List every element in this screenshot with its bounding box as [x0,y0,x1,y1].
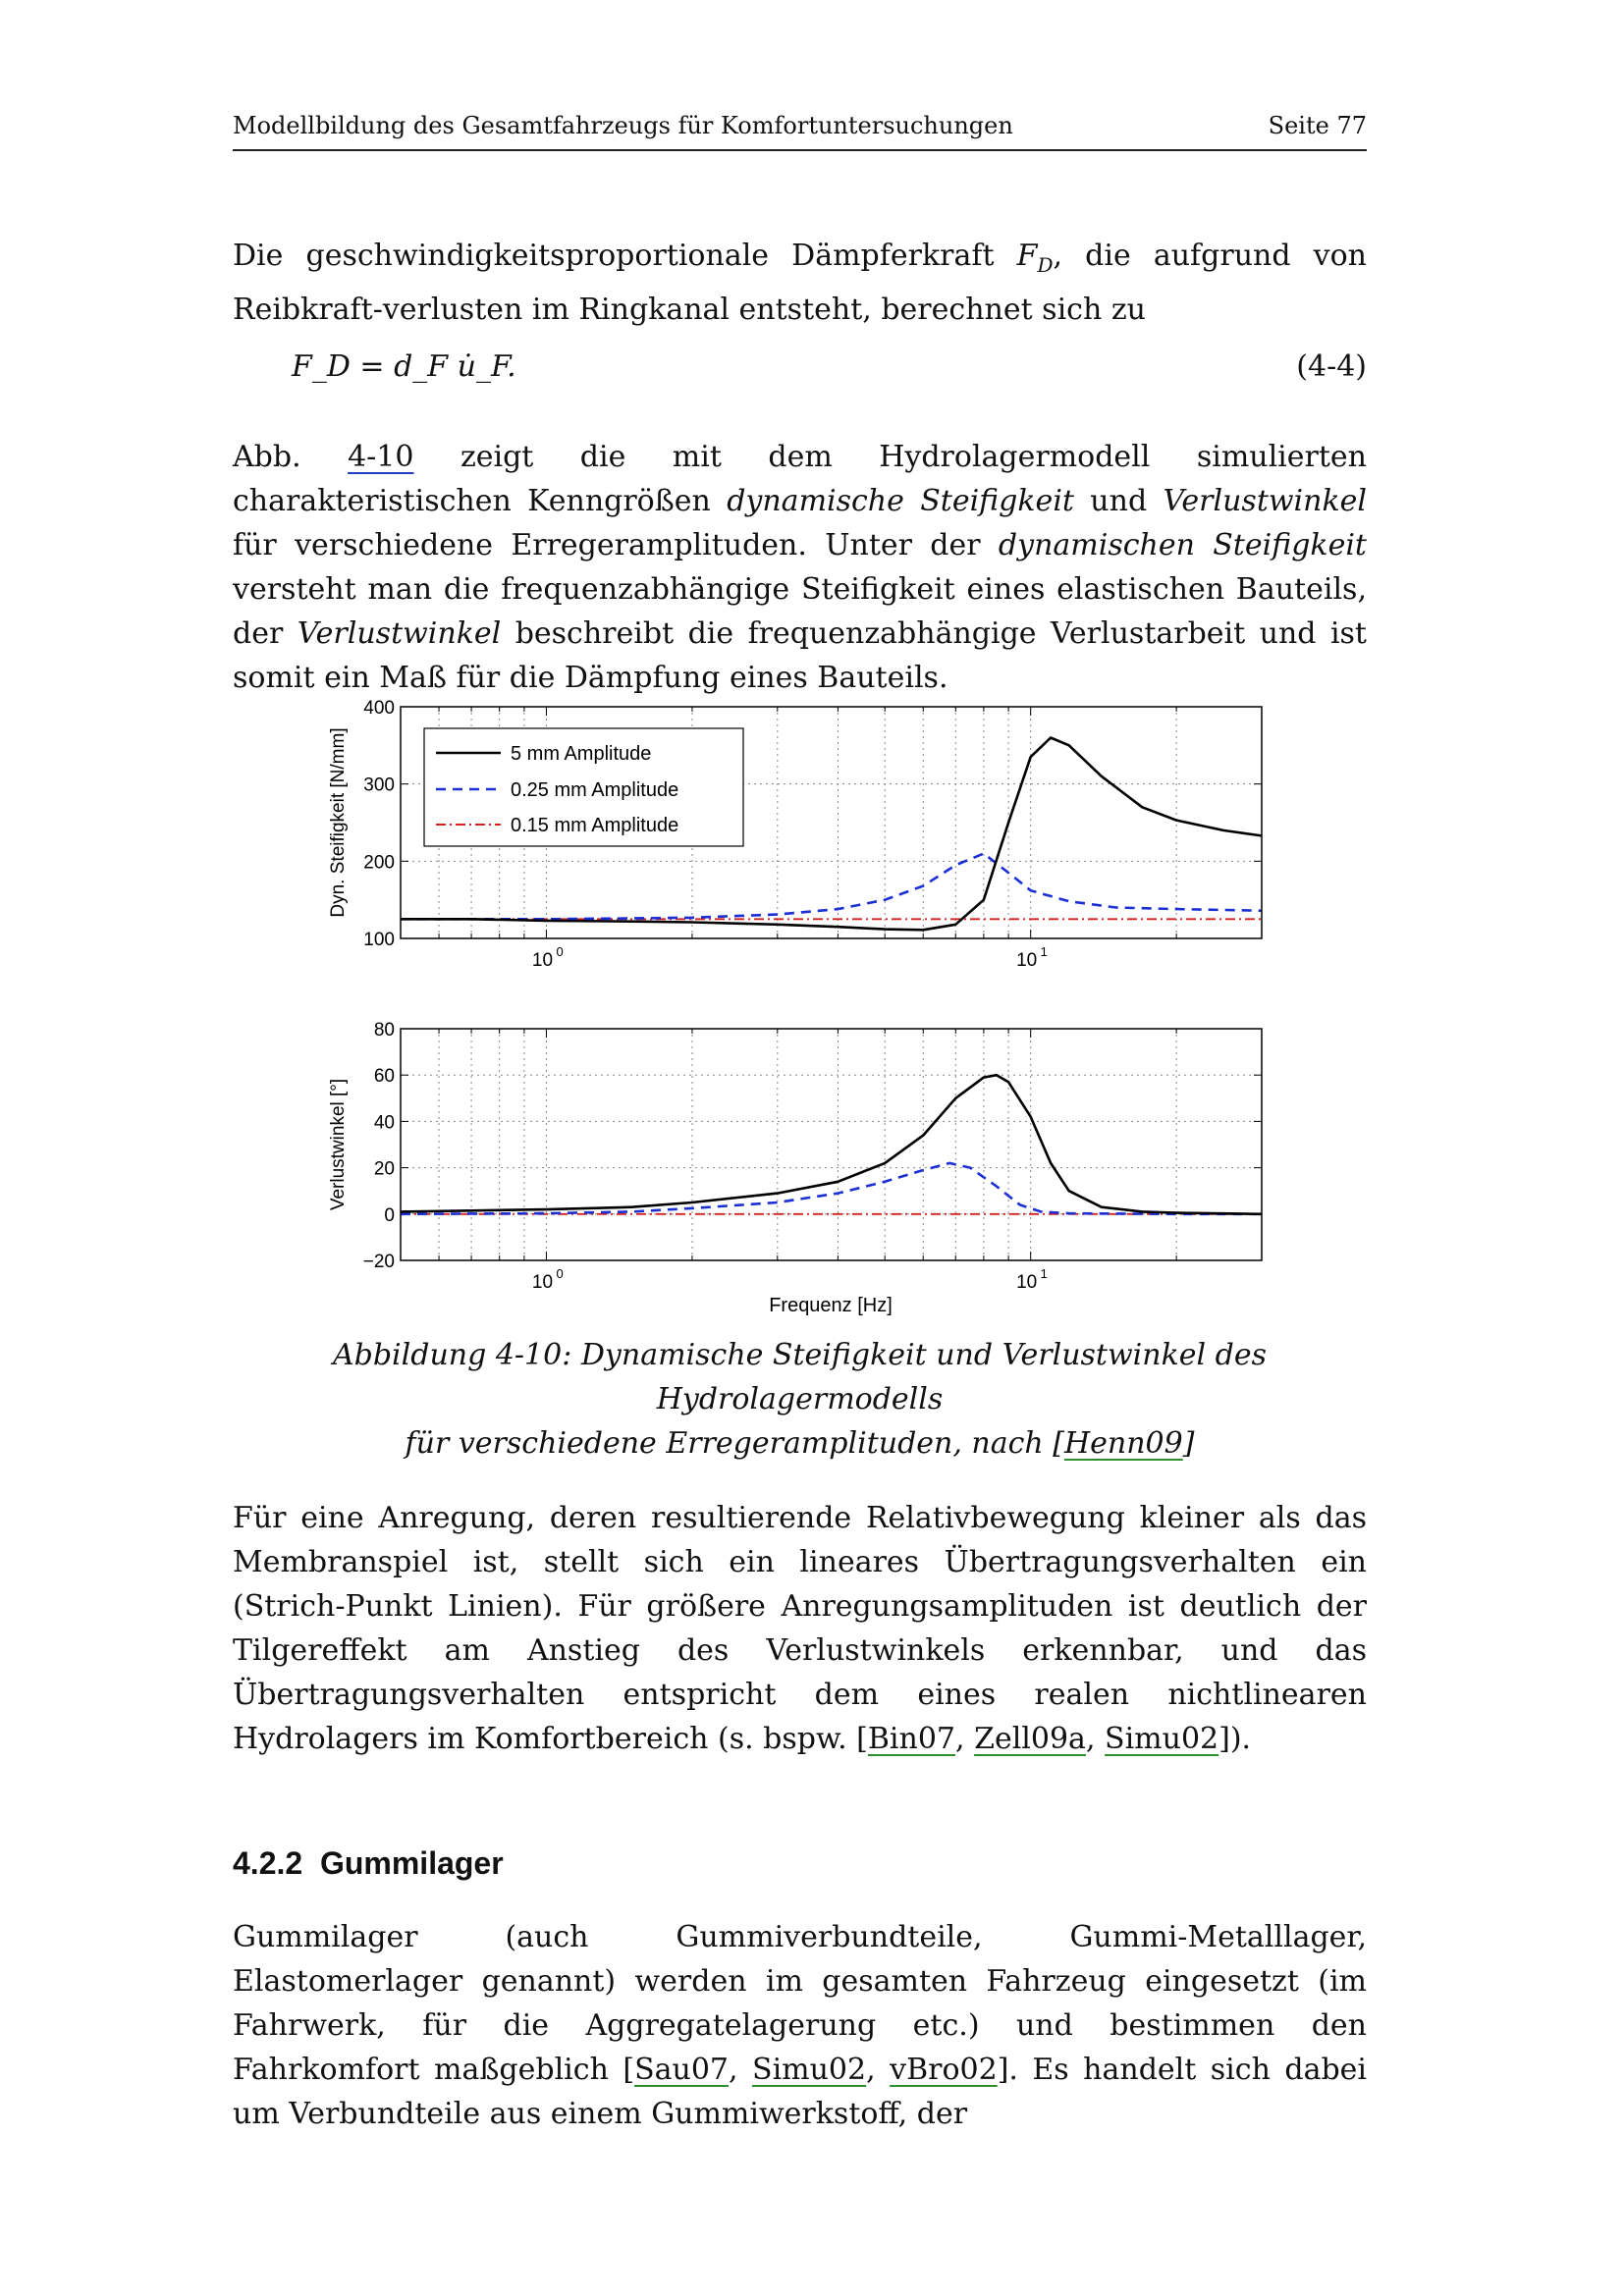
legend [424,728,743,846]
text-run: , die aufgrund von Reibkraft-verlusten im Ringkanal entsteht, berechnet sich zu [233,239,1367,327]
equation: F_D = d_F u̇_F. [292,349,516,384]
running-header [233,112,1367,151]
loss-angle-ytick-label: 20 [373,1158,395,1180]
text-run: versteht man die frequenzabhängige Steifigkeit eines elastischen Bauteils, der [233,572,1367,651]
caption-line-1: Abbildung 4-10: Dynamische Steifigkeit und Verlustwinkel des Hydrolagermodells [332,1338,1267,1416]
text-run: für verschiedene Erregeramplituden, nach [ [405,1426,1064,1461]
legend-label-015mm: 0.15 mm Amplitude [511,815,679,836]
symbol-subscript: D [1037,253,1054,277]
paragraph-linear-behavior [233,1496,1367,1761]
symbol-F: F [1016,239,1038,273]
loss-angle-ytick-label: −20 [362,1252,395,1272]
section-title: Gummilager [319,1845,504,1881]
stiffness-xtick-exponent: 1 [1040,944,1048,959]
loss-angle-xtick-exponent: 0 [556,1266,564,1281]
loss-angle-series [401,1075,1262,1214]
text-run: ]). [1218,1722,1252,1756]
text-run: , [729,2053,753,2087]
citation-link[interactable]: Simu02 [752,2053,867,2087]
italic-term: Verlustwinkel [297,616,502,651]
loss-angle-ylabel: Verlustwinkel [°] [328,1078,349,1211]
italic-term: dynamischen Steifigkeit [998,528,1367,562]
citation-link[interactable]: vBro02 [890,2053,998,2087]
loss-angle-axes-frame [401,1029,1262,1260]
loss-angle-ytick-label: 0 [384,1204,395,1226]
text-run: zeigt die mit dem Hydrolagermodell simulierten charakteristischen Kenngrößen [233,440,1368,518]
text-run: und [1073,484,1164,518]
text-run: für verschiedene Erregeramplituden. Unter der [233,528,999,562]
text-run: ] [1182,1426,1195,1461]
text-run: , [955,1722,975,1756]
citation-link[interactable]: Henn09 [1064,1426,1183,1461]
stiffness-ytick-label: 400 [363,698,395,719]
citation-link[interactable]: Simu02 [1105,1722,1219,1756]
stiffness-xtick-label: 10 [1016,950,1038,971]
stiffness-yticks [363,698,395,950]
stiffness-xtick-exponent: 0 [556,944,564,959]
stiffness-xtick-label: 10 [531,950,554,971]
loss-angle-grid [401,1029,1262,1260]
text-run: , [866,2053,891,2087]
stiffness-series-0-25-mm-amplitude [401,854,1262,920]
header-page-number: Seite 77 [1268,112,1367,139]
loss-angle-series-0-25-mm-amplitude [401,1163,1262,1214]
loss-angle-series-5-mm-amplitude [401,1075,1262,1214]
paragraph-figure-intro [233,435,1367,700]
caption-line-2 [233,1421,1367,1466]
loss-angle-ytick-label: 60 [373,1066,395,1088]
text-run: , [1085,1722,1106,1756]
loss-angle-yticks [363,1020,395,1272]
stiffness-plot [328,698,1262,971]
stiffness-xticks [532,944,1048,971]
text-run: ]. Es handelt sich dabei um Verbundteile aus einem Gummiwerkstoff, der [233,2053,1368,2131]
legend-label-025mm: 0.25 mm Amplitude [511,779,679,801]
stiffness-ytick-label: 300 [363,774,395,796]
figure-4-10 [314,687,1296,1325]
italic-term: Verlustwinkel [1163,484,1367,518]
loss-angle-xtick-label: 10 [531,1272,554,1293]
text-run: Gummilager (auch Gummiverbundteile, Gummi-Metalllager, Elastomerlager genannt) werden im gesamten Fahrzeug eingesetzt (im Fahrwerk, für die Aggregatelagerung etc.) und bestimmen den Fahrkomfort maßgeblich [ [233,1920,1367,2087]
loss-angle-xticks [532,1266,1048,1293]
figure-caption [233,1333,1367,1466]
section-heading [233,1845,504,1882]
paragraph-damper-force [233,234,1367,332]
header-chapter-title: Modellbildung des Gesamtfahrzeugs für Komfortuntersuchungen [233,112,1013,139]
paragraph-rubber-mounts [233,1915,1367,2136]
italic-term: dynamische Steifigkeit [727,484,1074,518]
citation-link[interactable]: Sau07 [634,2053,729,2087]
text-run: Die geschwindigkeitsproportionale Dämpferkraft [233,239,1017,273]
loss-angle-ytick-label: 40 [373,1112,395,1134]
text-run: Abb. [233,440,349,474]
figure-ref-link[interactable]: 4-10 [348,440,414,474]
loss-angle-ytick-label: 80 [373,1020,395,1041]
text-run: Für eine Anregung, deren resultierende Relativbewegung kleiner als das Membranspiel ist, stellt sich ein lineares Übertragungsverhalten ein (Strich-Punkt Linien). Für größere Anregungsamplituden ist deutlich der Tilgereffekt am Anstieg des Verlustwinkels erkennbar, und das Übertragungsverhalten entspricht dem eines realen nichtlinearen Hydrolagers im Komfortbereich (s. bspw. [ [233,1501,1367,1756]
section-number: 4.2.2 [233,1845,303,1881]
citation-link[interactable]: Zell09a [974,1722,1086,1756]
loss-angle-plot [328,1020,1262,1316]
loss-angle-xlabel: Frequenz [Hz] [769,1295,893,1316]
stiffness-ytick-label: 100 [363,930,395,950]
stiffness-ytick-label: 200 [363,852,395,874]
loss-angle-xtick-exponent: 1 [1040,1266,1048,1281]
citation-link[interactable]: Bin07 [867,1722,956,1756]
legend-label-5mm: 5 mm Amplitude [511,743,652,765]
text-run: beschreibt die frequenzabhängige Verlustarbeit und ist somit ein Maß für die Dämpfung eines Bauteils. [233,616,1367,695]
loss-angle-xtick-label: 10 [1016,1272,1038,1293]
equation-number: (4-4) [1296,349,1367,384]
stiffness-ylabel: Dyn. Steifigkeit [N/mm] [328,727,349,918]
